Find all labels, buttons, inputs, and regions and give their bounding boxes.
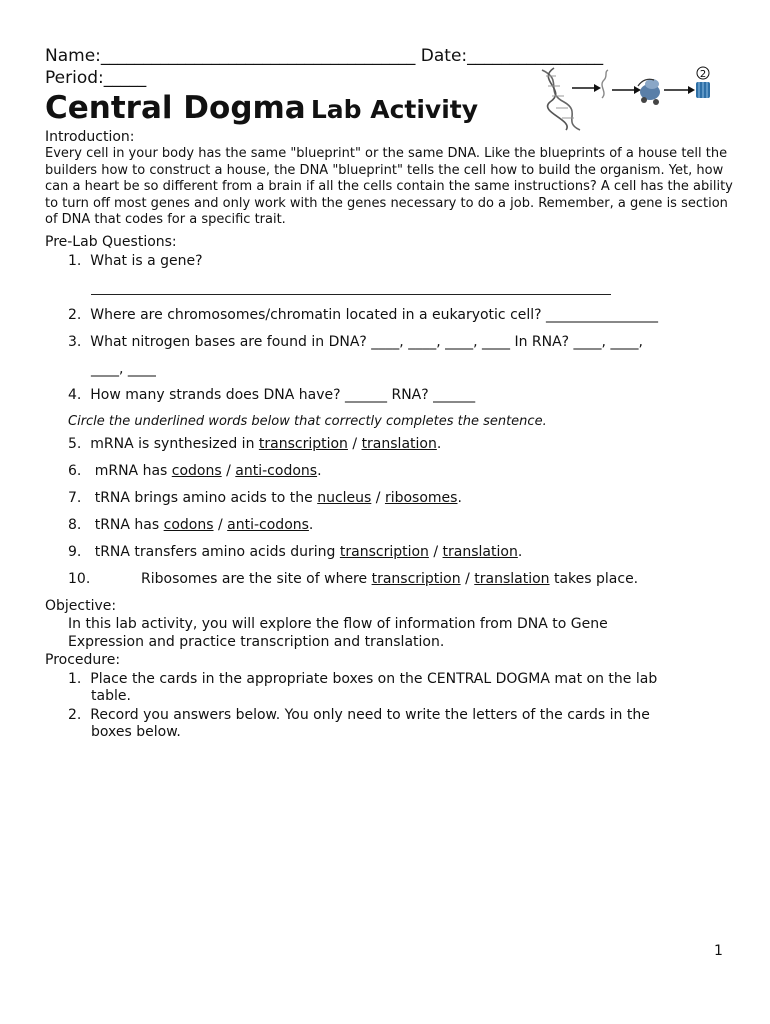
circle-instruction: Circle the underlined words below that correctly completes the sentence. (68, 414, 547, 429)
procedure-step-1-continued: table. (91, 688, 131, 704)
question-text: mRNA is synthesized in (90, 436, 259, 452)
choice-option-b[interactable]: anti-codons (235, 463, 318, 479)
page-title (45, 90, 478, 126)
step-number-badge (697, 67, 709, 80)
title-sub: Lab Activity (310, 95, 479, 124)
ribosome-icon (638, 79, 660, 105)
intro-heading: Introduction: (45, 129, 135, 145)
choice-option-b[interactable]: translation (474, 571, 550, 587)
period-blank[interactable]: _____ (103, 68, 147, 88)
question-number: 5. (68, 436, 82, 452)
question-4 (68, 387, 475, 403)
question-number: 7. (68, 490, 82, 506)
procedure-step-2-continued: boxes below. (91, 724, 181, 740)
step-number: 1. (68, 671, 82, 687)
choice-separator: / (428, 544, 443, 560)
question-text-end: . (457, 490, 462, 506)
question-9 (68, 544, 522, 560)
question-text: Where are chromosomes/chromatin located in a eukaryotic cell? ________________ (90, 307, 659, 323)
choice-option-b[interactable]: ribosomes (384, 490, 458, 506)
dna-helix-icon (542, 68, 580, 130)
choice-option-b[interactable]: translation (442, 544, 518, 560)
protein-icon (696, 82, 710, 98)
choice-option-a[interactable]: transcription (258, 436, 348, 452)
question-number: 2. (68, 307, 82, 323)
answer-line[interactable] (91, 294, 611, 295)
procedure-step-1 (68, 671, 657, 687)
page-number: 1 (714, 943, 723, 959)
question-text: mRNA has (90, 463, 172, 479)
question-text-end: takes place. (549, 571, 639, 587)
question-text-end: . (517, 544, 523, 560)
choice-separator: / (371, 490, 385, 506)
objective-line-2: Expression and practice transcription and translation. (68, 634, 445, 650)
choice-separator: / (213, 517, 228, 533)
step-text: Record you answers below. You only need to write the letters of the cards in the (90, 707, 650, 723)
arrow-icon (612, 86, 641, 94)
step-number: 2. (68, 707, 82, 723)
title-main: Central Dogma (45, 90, 306, 126)
period-label: Period: (45, 68, 104, 88)
name-field-row (45, 46, 603, 66)
question-3-continued: ____, ____ (91, 361, 156, 377)
choice-option-a[interactable]: transcription (339, 544, 429, 560)
question-text: tRNA brings amino acids to the (90, 490, 318, 506)
date-label: Date: (420, 46, 468, 66)
question-number: 8. (68, 517, 82, 533)
question-text-end: . (308, 517, 314, 533)
question-2 (68, 307, 658, 323)
procedure-heading: Procedure: (45, 652, 121, 668)
question-number: 1. (68, 253, 82, 269)
name-label: Name: (45, 46, 101, 66)
arrow-icon (572, 84, 601, 92)
question-number: 9. (68, 544, 82, 560)
question-5 (68, 436, 441, 452)
step-number-label: 2 (699, 69, 707, 80)
question-text: How many strands does DNA have? ______ RNA? ______ (90, 387, 476, 403)
question-7 (68, 490, 462, 506)
choice-option-a[interactable]: codons (163, 517, 214, 533)
prelab-heading: Pre-Lab Questions: (45, 234, 177, 250)
arrow-icon (664, 86, 695, 94)
question-text: What nitrogen bases are found in DNA? ____, ____, ____, ____ In RNA? ____, ____, (90, 334, 643, 350)
question-text: tRNA has (90, 517, 164, 533)
question-text-end: . (436, 436, 442, 452)
central-dogma-diagram (534, 62, 724, 134)
choice-option-a[interactable]: transcription (371, 571, 461, 587)
question-text: Ribosomes are the site of where (141, 571, 372, 587)
choice-separator: / (221, 463, 236, 479)
question-6 (68, 463, 322, 479)
choice-option-a[interactable]: nucleus (317, 490, 372, 506)
question-10-body (141, 571, 638, 587)
question-1 (68, 253, 203, 269)
choice-separator: / (347, 436, 362, 452)
choice-option-a[interactable]: codons (171, 463, 222, 479)
date-blank[interactable]: ________________ (467, 46, 604, 66)
question-number: 10. (68, 571, 91, 587)
period-field-row (45, 68, 146, 88)
question-3 (68, 334, 643, 350)
name-blank[interactable]: _____________________________________ (100, 46, 416, 66)
objective-line-1: In this lab activity, you will explore the flow of information from DNA to Gene (68, 616, 608, 632)
step-text: Place the cards in the appropriate boxes on the CENTRAL DOGMA mat on the lab (90, 671, 658, 687)
objective-heading: Objective: (45, 598, 117, 614)
question-number: 6. (68, 463, 82, 479)
question-number: 4. (68, 387, 82, 403)
question-8 (68, 517, 313, 533)
mrna-strand-icon (602, 70, 608, 98)
question-text-end: . (317, 463, 322, 479)
question-10 (68, 571, 90, 587)
question-number: 3. (68, 334, 82, 350)
choice-option-b[interactable]: anti-codons (227, 517, 309, 533)
choice-option-b[interactable]: translation (361, 436, 437, 452)
procedure-step-2 (68, 707, 650, 723)
question-text: What is a gene? (90, 253, 203, 269)
question-text: tRNA transfers amino acids during (90, 544, 340, 560)
intro-text: Every cell in your body has the same "blueprint" or the same DNA. Like the blueprints of a house tell the builders how to construct a house, the DNA "blueprint" tells the cell how to build the organism. Yet, how can a heart be so different from a brain if all the cells contain the same instructions? A cell has the ability to turn off most genes and only work with the genes necessary to do a job. Remember, a gene is section of DNA that codes for a specific trait. (45, 146, 733, 227)
choice-separator: / (460, 571, 475, 587)
